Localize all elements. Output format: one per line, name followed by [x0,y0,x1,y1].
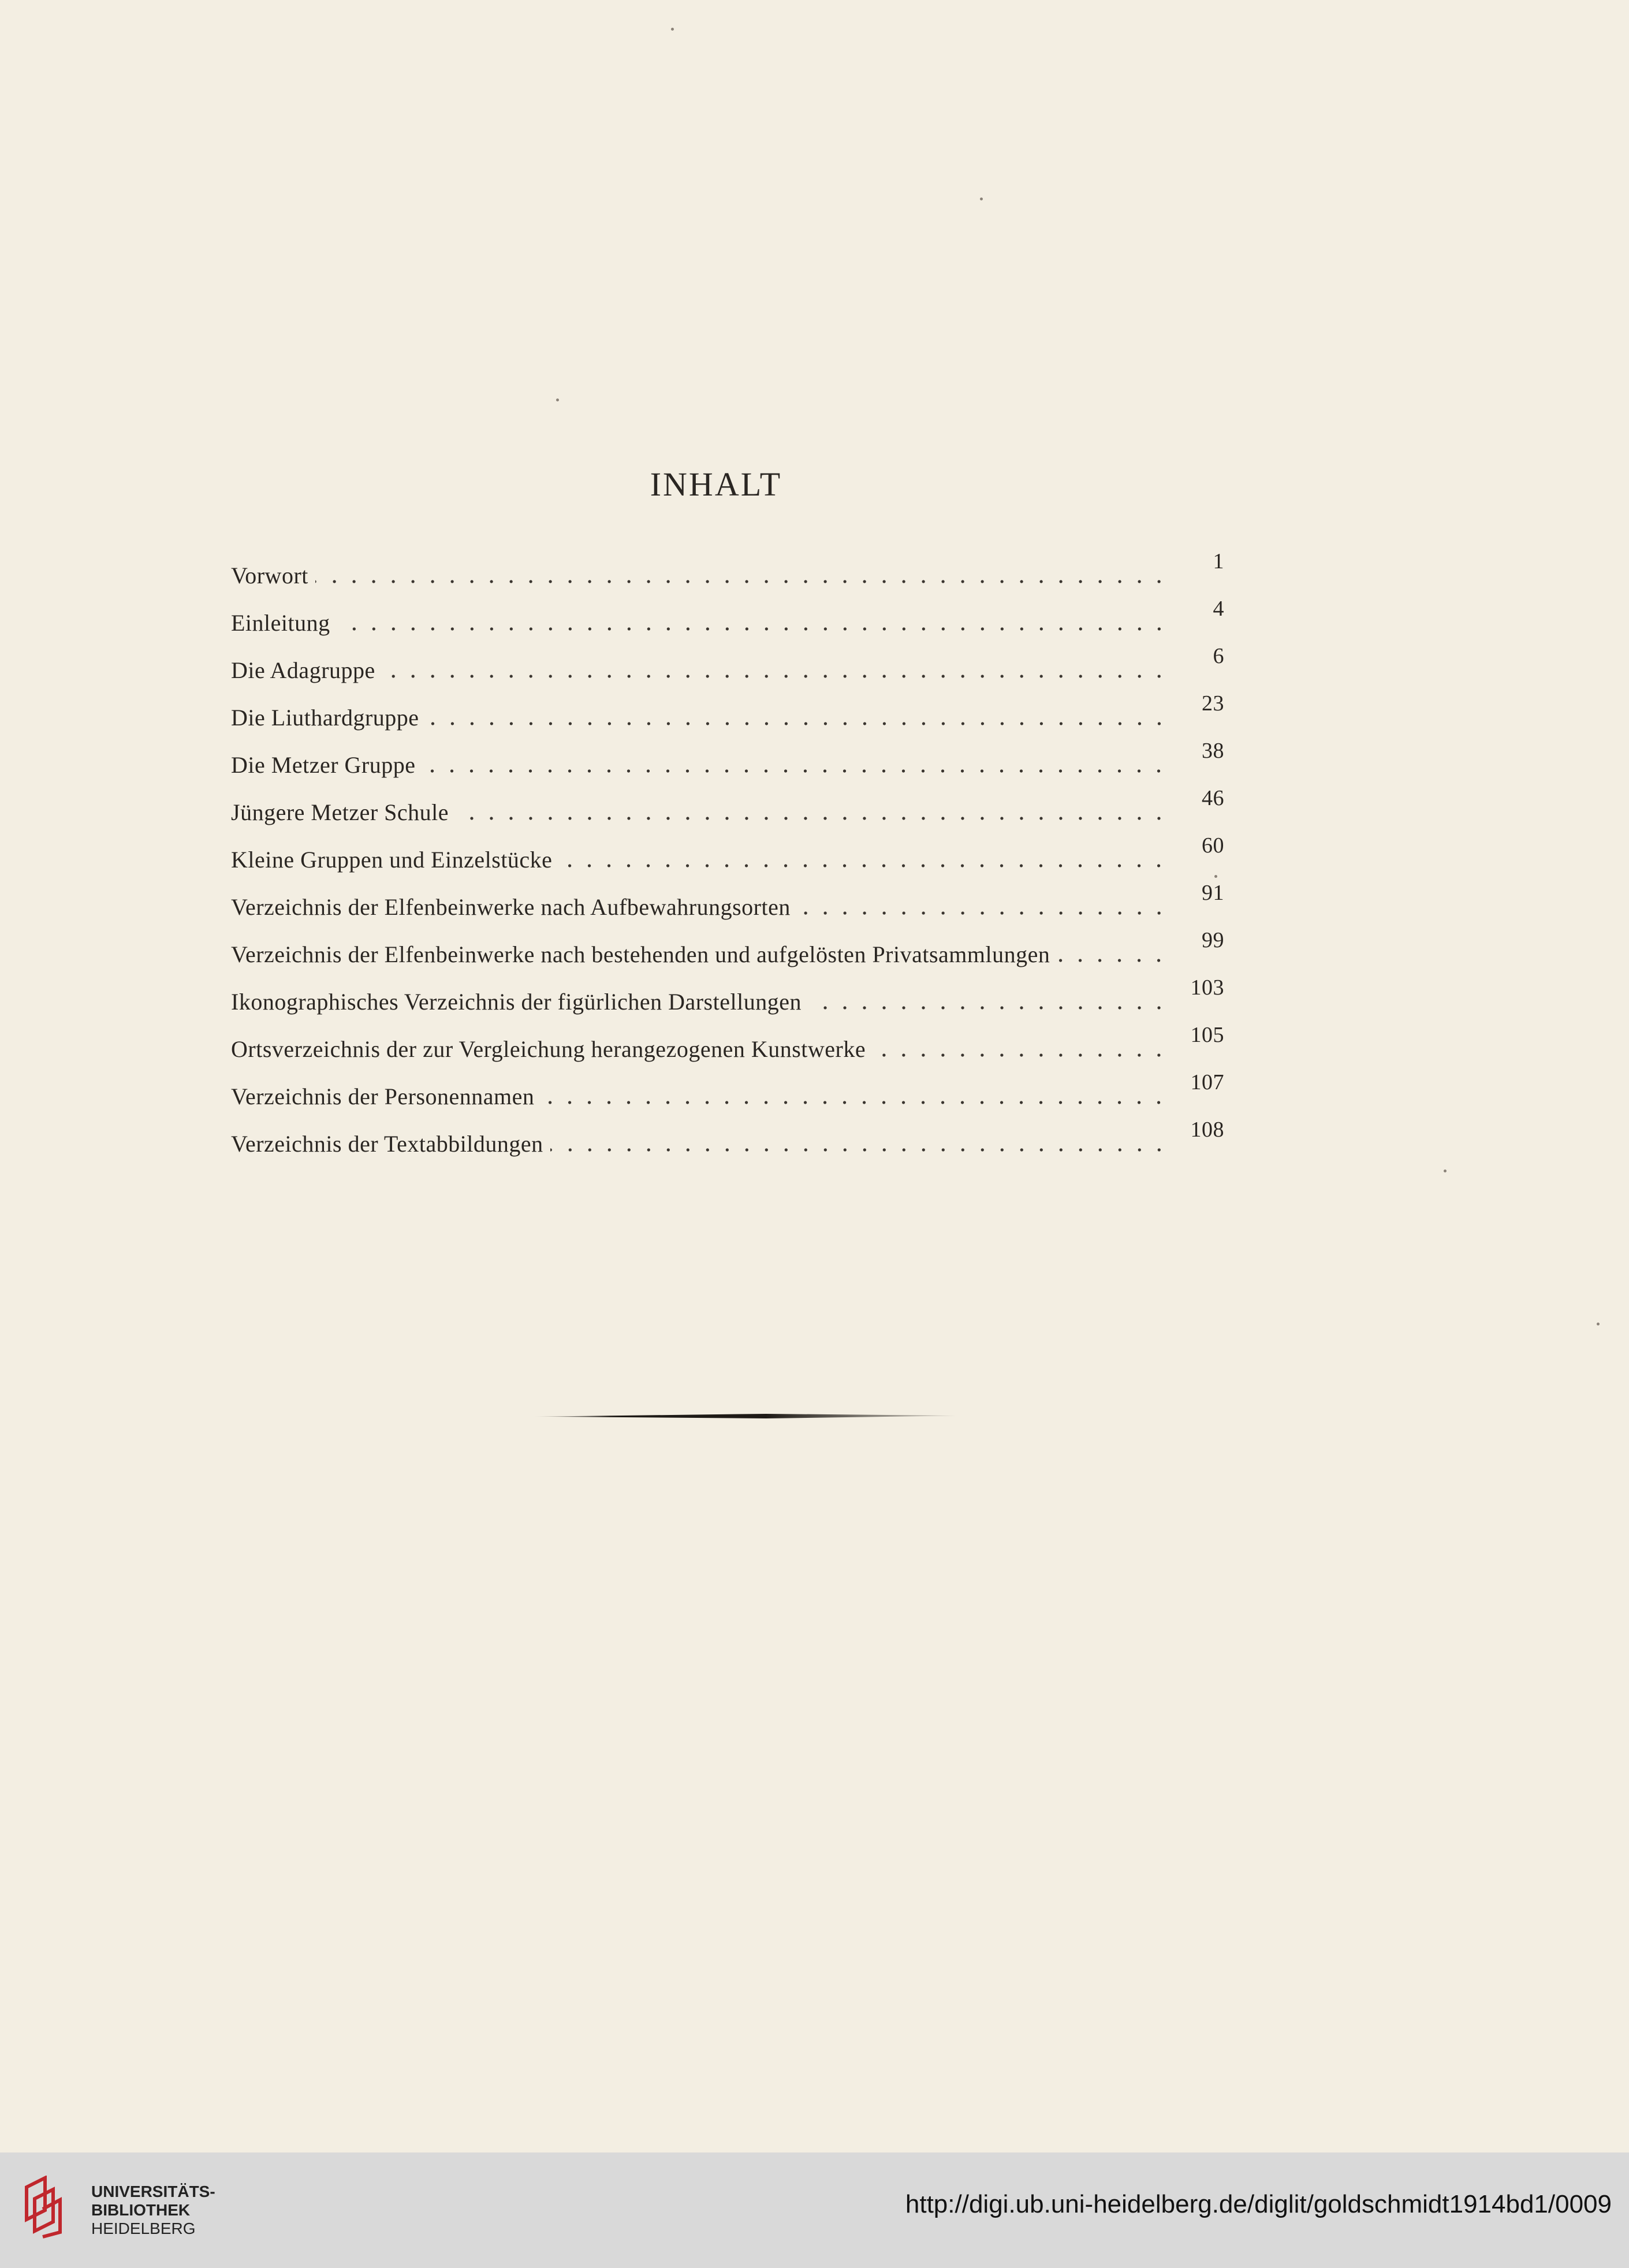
toc-entry [231,549,1224,589]
dot-leader [797,911,1169,915]
toc-entry-title: Ikonographisches Verzeichnis der figürlichen Darstellungen [231,989,802,1015]
toc-entry [231,738,1224,779]
toc-entry-title: Verzeichnis der Personennamen [231,1083,535,1109]
toc-entry-page: 107 [1190,1070,1224,1094]
toc-entry-page: 99 [1202,928,1224,952]
toc-entry-page: 46 [1202,786,1224,810]
library-name [91,2183,215,2238]
toc-entry [231,975,1224,1015]
dot-leader [873,1053,1169,1057]
toc-entry-page: 38 [1202,739,1224,763]
toc-entry-page: 60 [1202,833,1224,858]
toc-entry [231,1117,1224,1157]
toc-entry-title: Verzeichnis der Textabbildungen [231,1131,543,1157]
toc-entry-title: Die Liuthardgruppe [231,705,419,731]
toc-entry [231,785,1224,826]
page-title: INHALT [650,465,782,503]
toc-entry-page: 103 [1190,975,1224,1000]
toc-entry [231,833,1224,873]
library-logo-icon [22,2176,62,2239]
toc-entry-page: 1 [1213,549,1224,573]
dot-leader [382,675,1169,678]
toc-entry [231,1070,1224,1110]
toc-entry [231,880,1224,921]
toc-entry-title: Ortsverzeichnis der zur Vergleichung herangezogenen Kunstwerke [231,1036,866,1062]
toc-entry [231,691,1224,731]
dot-leader [808,1006,1169,1010]
dot-leader [559,864,1169,867]
library-name-line: HEIDELBERG [91,2219,196,2237]
toc-entry-title: Verzeichnis der Elfenbeinwerke nach bestehenden und aufgelösten Privatsammlungen [231,941,1050,967]
toc-entry-title: Verzeichnis der Elfenbeinwerke nach Aufbewahrungsorten [231,894,791,920]
logo-strokes [27,2178,60,2237]
toc-entry-page: 91 [1202,881,1224,905]
source-url-link[interactable]: http://digi.ub.uni-heidelberg.de/diglit/goldschmidt1914bd1/0009 [905,2190,1612,2218]
toc-entry [231,928,1224,968]
toc-entry [231,1022,1224,1063]
toc-entry [231,643,1224,684]
toc-entry-page: 108 [1190,1118,1224,1142]
toc-entry-page: 105 [1190,1023,1224,1047]
toc-entry-title: Kleine Gruppen und Einzelstücke [231,847,553,873]
toc-entry-title: Vorwort [231,563,308,589]
dot-leader [456,817,1169,820]
dot-leader [426,722,1169,725]
toc-entry-title: Jüngere Metzer Schule [231,799,449,825]
dot-leader [550,1148,1169,1152]
toc-entry-page: 6 [1213,644,1224,668]
dot-leader [315,580,1169,583]
toc-entry-title: Einleitung [231,610,330,636]
toc-entry-page: 23 [1202,691,1224,716]
toc-entry-page: 4 [1213,597,1224,621]
library-name-line: UNIVERSITÄTS- [91,2183,215,2200]
toc-entry-title: Die Metzer Gruppe [231,752,416,778]
toc-entry-title: Die Adagruppe [231,657,375,683]
library-footer [0,2152,1629,2268]
library-name-line: BIBLIOTHEK [91,2201,191,2219]
dot-leader [422,769,1169,773]
dot-leader [1057,959,1169,962]
toc-entry [231,596,1224,636]
dot-leader [541,1101,1169,1104]
dot-leader [337,627,1169,631]
